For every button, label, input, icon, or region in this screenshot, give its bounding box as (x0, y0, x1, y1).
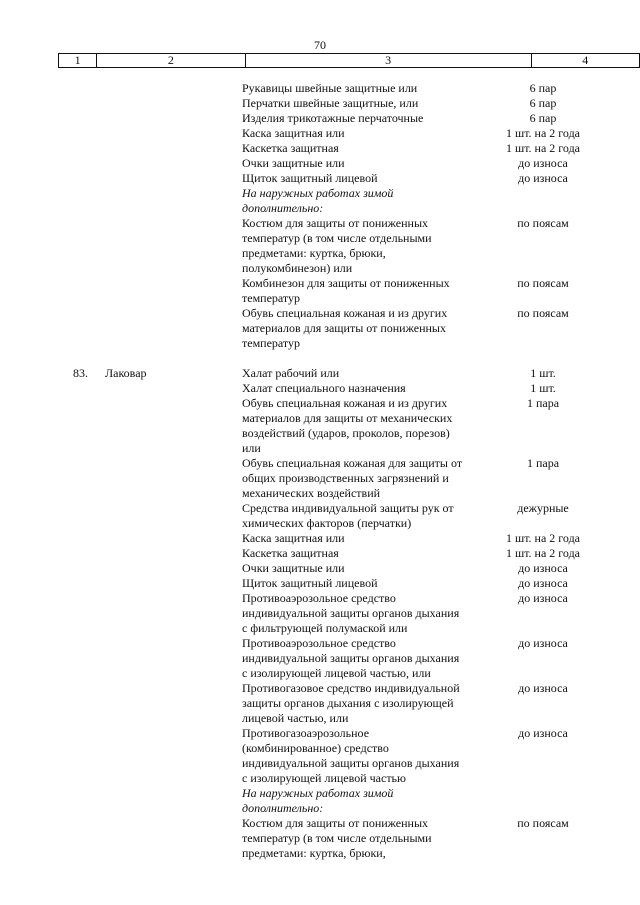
list-item (0, 561, 640, 576)
item-name: Средства индивидуальной защиты рук от химических факторов (перчатки) (242, 501, 454, 530)
item-name: Комбинезон для защиты от пониженных температур (242, 276, 450, 305)
list-item (0, 726, 640, 786)
item-quantity: 1 пара (526, 396, 560, 410)
item-name: Перчатки швейные защитные, или (242, 96, 419, 110)
table-body (0, 81, 640, 861)
table-row (0, 366, 640, 861)
item-quantity: 1 шт. на 2 года (505, 141, 581, 155)
column-header-table (58, 53, 640, 68)
list-item (0, 501, 640, 531)
item-quantity: до износа (518, 726, 568, 740)
item-quantity: 6 пар (529, 111, 557, 125)
item-name: Обувь специальная кожаная и из других материалов для защиты от пониженных температур (242, 306, 448, 350)
column-header-4: 4 (531, 54, 639, 68)
list-item (0, 456, 640, 501)
list-item (0, 111, 640, 126)
item-name: Костюм для защиты от пониженных температур (в том числе отдельными предметами: куртка, брюки, полукомбинезон) или (242, 216, 432, 275)
item-name: Каскетка защитная (242, 546, 339, 560)
item-quantity: 1 шт. (530, 381, 556, 395)
item-name: Халат специального назначения (242, 381, 406, 395)
list-item (0, 396, 640, 456)
item-quantity: до износа (518, 171, 568, 185)
item-name: Рукавицы швейные защитные или (242, 81, 418, 95)
item-quantity: 1 шт. (530, 366, 556, 380)
item-quantity: по поясам (517, 306, 569, 320)
table-row (0, 81, 640, 351)
item-quantity: по поясам (517, 276, 569, 290)
item-name: Противогазовое средство индивидуальной защиты органов дыхания с изолирующей лицевой частью, или (242, 681, 460, 725)
list-item (0, 216, 640, 276)
item-name: Очки защитные или (242, 561, 345, 575)
list-item (0, 126, 640, 141)
item-name: Противогазоаэрозольное (комбинированное) средство индивидуальной защиты органов дыхания с изолирующей лицевой частью (242, 726, 460, 785)
item-quantity: до износа (518, 681, 568, 695)
item-quantity: до износа (518, 636, 568, 650)
list-item (0, 171, 640, 186)
list-item (0, 156, 640, 171)
item-quantity: до износа (518, 591, 568, 605)
column-header-3: 3 (245, 54, 531, 68)
item-quantity: 6 пар (529, 81, 557, 95)
item-name: Халат рабочий или (242, 366, 340, 380)
row-number: 83. (73, 366, 88, 380)
section-note (0, 786, 640, 816)
list-item (0, 546, 640, 561)
column-header-row (59, 54, 640, 68)
item-name: Каска защитная или (242, 531, 345, 545)
item-name: Противоаэрозольное средство индивидуальной защиты органов дыхания с фильтрующей полумаской или (242, 591, 460, 635)
column-header-1: 1 (59, 54, 97, 68)
item-name: Щиток защитный лицевой (242, 576, 378, 590)
list-item (0, 531, 640, 546)
item-quantity: 1 шт. на 2 года (505, 531, 581, 545)
page-number: 70 (314, 38, 326, 52)
item-quantity: до износа (518, 576, 568, 590)
item-name: Противоаэрозольное средство индивидуальной защиты органов дыхания с изолирующей лицевой частью, или (242, 636, 460, 680)
item-quantity: по поясам (517, 816, 569, 830)
item-name: На наружных работах зимой дополнительно: (242, 186, 394, 215)
list-item (0, 96, 640, 111)
item-name: Обувь специальная кожаная для защиты от общих производственных загрязнений и механических воздействий (242, 456, 463, 500)
item-name: Обувь специальная кожаная и из других материалов для защиты от механических воздействий (ударов, проколов, порезов) или (242, 396, 453, 455)
item-name: На наружных работах зимой дополнительно: (242, 786, 394, 815)
item-quantity: 1 шт. на 2 года (505, 546, 581, 560)
item-quantity: дежурные (517, 501, 569, 515)
item-quantity: до износа (518, 156, 568, 170)
item-name: Каска защитная или (242, 126, 345, 140)
item-quantity: по поясам (517, 216, 569, 230)
list-item (0, 306, 640, 351)
item-name: Костюм для защиты от пониженных температур (в том числе отдельными предметами: куртка, брюки, (242, 816, 432, 860)
list-item (0, 276, 640, 306)
item-name: Изделия трикотажные перчаточные (242, 111, 424, 125)
list-item (0, 141, 640, 156)
list-item (0, 381, 640, 396)
item-name: Щиток защитный лицевой (242, 171, 378, 185)
profession-name: Лаковар (105, 366, 147, 380)
item-name: Каскетка защитная (242, 141, 339, 155)
item-quantity: 6 пар (529, 96, 557, 110)
item-quantity: 1 шт. на 2 года (505, 126, 581, 140)
list-item (0, 816, 640, 861)
item-quantity: 1 пара (526, 456, 560, 470)
column-header-2: 2 (97, 54, 245, 68)
item-name: Очки защитные или (242, 156, 345, 170)
list-item (0, 636, 640, 681)
list-item (0, 576, 640, 591)
section-note (0, 186, 640, 216)
list-item (0, 81, 640, 96)
item-quantity: до износа (518, 561, 568, 575)
list-item (0, 366, 640, 381)
list-item (0, 681, 640, 726)
list-item (0, 591, 640, 636)
